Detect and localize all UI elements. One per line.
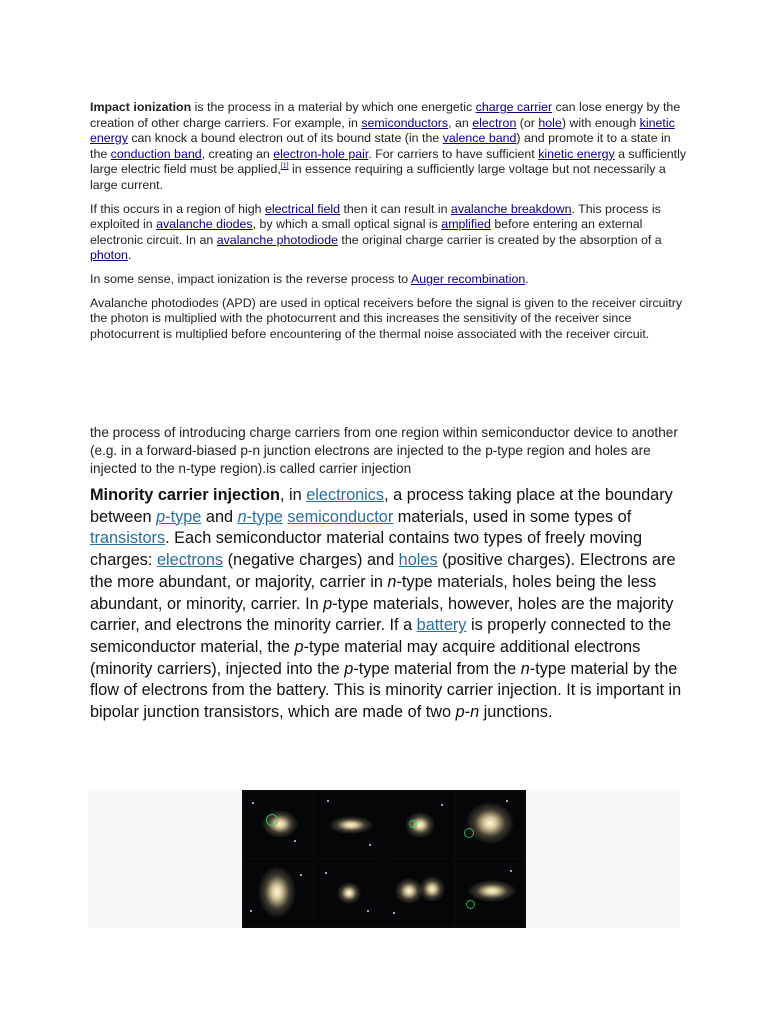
galaxy-core: [337, 882, 361, 904]
link-avalanche-photodiode[interactable]: avalanche photodiode: [216, 232, 338, 247]
link-electrical-field[interactable]: electrical field: [264, 201, 341, 216]
galaxy-tile-8: [456, 860, 525, 926]
galaxy-tile-7: [385, 860, 454, 926]
impact-ionization-section: [90, 100, 690, 350]
paragraph-3: In some sense, impact ionization is the reverse process to Auger recombination.: [90, 271, 529, 286]
star: [393, 912, 395, 914]
galaxy-tile-5: [244, 860, 313, 926]
link-electron[interactable]: electron: [472, 115, 517, 130]
star: [294, 840, 296, 842]
galaxy-tile-4: [456, 792, 525, 858]
galaxy-core: [419, 876, 445, 902]
galaxy-image-grid: [242, 790, 526, 928]
star: [367, 910, 369, 912]
star: [506, 800, 508, 802]
green-marker: [466, 900, 475, 909]
link-kinetic-energy-2[interactable]: kinetic energy: [538, 146, 615, 161]
link-avalanche-diodes[interactable]: avalanche diodes: [156, 217, 253, 232]
link-charge-carrier[interactable]: charge carrier: [475, 100, 553, 114]
term-title: Impact ionization: [90, 100, 192, 114]
star: [300, 874, 302, 876]
link-electrons[interactable]: electrons: [156, 551, 224, 570]
paragraph-2: If this occurs in a region of high electrical field then it can result in avalanche breakdown. This process is exploited in avalanche diodes, by which a small optical signal is amplified before entering an external electronic circuit. In an avalanche photodiode the original charge carrier is created by the absorption of a photon.: [90, 201, 662, 263]
link-n-type[interactable]: n-type: [237, 507, 283, 526]
star: [327, 800, 329, 802]
link-semiconductors[interactable]: semiconductors: [361, 115, 449, 130]
term-title-2: Minority carrier injection: [90, 486, 280, 504]
link-electron-hole-pair[interactable]: electron-hole pair: [273, 146, 369, 161]
galaxy-core: [258, 866, 296, 918]
green-marker: [266, 814, 278, 826]
star: [441, 804, 443, 806]
link-transistors[interactable]: transistors: [90, 529, 166, 548]
link-auger-recombination[interactable]: Auger recombination: [410, 271, 526, 286]
paragraph-1: Impact ionization is the process in a material by which one energetic charge carrier can lose energy by the creation of other charge carriers. For example, in semiconductors, an electron (or hole) with enough kinetic energy can knock a bound electron out of its bound state (in the valence band) and promote it to a state in the conduction band, creating an electron-hole pair. For carriers to have sufficient kinetic energy a sufficiently large electric field must be applied,[1] in essence requiring a sufficiently large voltage but not necessarily a large current.: [90, 100, 687, 192]
link-avalanche-breakdown[interactable]: avalanche breakdown: [450, 201, 572, 216]
galaxy-core: [329, 816, 373, 834]
green-marker: [409, 820, 417, 828]
link-valence-band[interactable]: valence band: [442, 131, 517, 146]
paragraph-4: Avalanche photodiodes (APD) are used in optical receivers before the signal is given to the receiver circuitry the photon is multiplied with the photocurrent and this increases the sensitivity of the receiver since photocurrent is multiplied before encountering of the thermal noise associated with the receiver circuit.: [90, 295, 683, 341]
link-amplified[interactable]: amplified: [441, 217, 491, 232]
link-conduction-band[interactable]: conduction band: [110, 146, 202, 161]
minority-carrier-injection-paragraph: Minority carrier injection, in electronics, a process taking place at the boundary between p-type and n-type semiconductor materials, used in some types of transistors. Each semiconductor material contains two types of freely moving charges: electrons (negative charges) and holes (positive charges). Electrons are the more abundant, or majority, carrier in n-type materials, holes being the less abundant, or minority, carrier. In p-type materials, however, holes are the majority carrier, and electrons the minority carrier. If a battery is properly connected to the semiconductor material, the p-type material may acquire additional electrons (minority carriers), injected into the p-type material from the n-type material by the flow of electrons from the battery. This is minority carrier injection. It is important in bipolar junction transistors, which are made of two p-n junctions.: [90, 486, 682, 722]
green-marker: [464, 828, 474, 838]
galaxy-tile-6: [315, 860, 384, 926]
link-kinetic-energy[interactable]: kinetic energy: [90, 115, 675, 146]
star: [510, 870, 512, 872]
link-electronics[interactable]: electronics: [306, 486, 385, 504]
galaxy-tile-2: [315, 792, 384, 858]
star: [325, 872, 327, 874]
galaxy-tile-1: [244, 792, 313, 858]
link-battery[interactable]: battery: [416, 616, 467, 635]
galaxy-core: [466, 802, 514, 844]
galaxy-core: [468, 880, 516, 902]
link-hole[interactable]: hole: [538, 115, 562, 130]
star: [252, 802, 254, 804]
galaxy-tile-3: [385, 792, 454, 858]
carrier-injection-paragraph: the process of introducing charge carriers from one region within semiconductor device to another (e.g. in a forward-biased p-n junction electrons are injected to the p-type region and holes are injected to the n-type region).is called carrier injection: [90, 425, 678, 477]
star: [369, 844, 371, 846]
link-holes[interactable]: holes: [398, 551, 438, 570]
star: [250, 910, 252, 912]
link-semiconductor[interactable]: semiconductor: [287, 507, 394, 526]
reference-link[interactable]: [1]: [280, 163, 289, 171]
link-photon[interactable]: photon: [90, 248, 128, 263]
link-p-type[interactable]: p-type: [156, 507, 202, 526]
